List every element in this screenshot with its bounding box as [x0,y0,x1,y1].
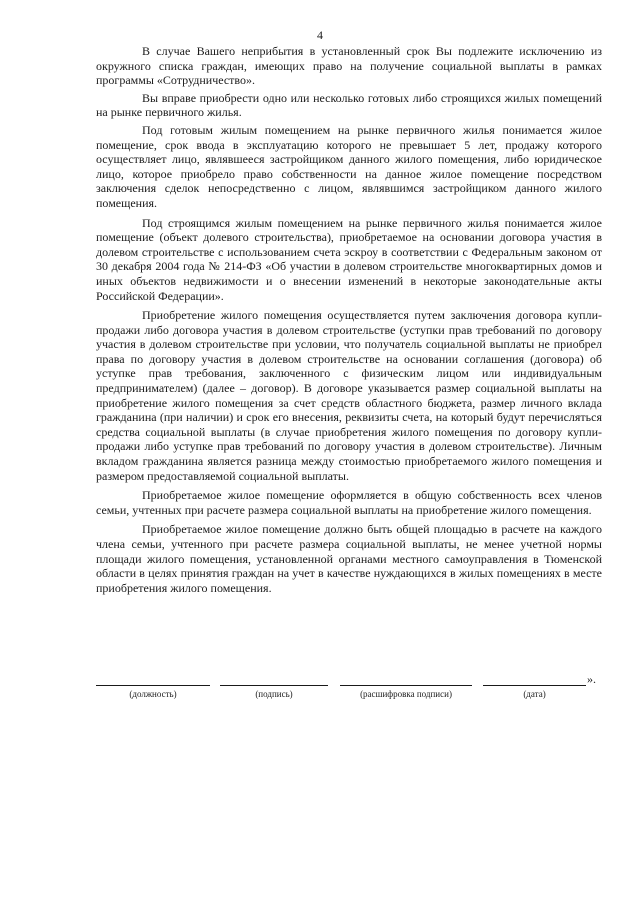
signature-caption: (подпись) [255,689,293,699]
paragraph-acquisition-contract: Приобретение жилого помещения осуществляется путем заключения договора купли-продажи либо договора участия в долевом строительстве (уступки прав требований по договору участия в долевом строительстве при условии, что получатель социальной выплаты не приобрел права по договору участия в долевом строительстве на основании соглашения (договора) об уступке прав требования, заключенного с физическим лицом или индивидуальным предпринимателем) (далее – договор). В договоре указывается размер социальной выплаты на приобретение жилого помещения за счет средств областного бюджета, размер личного вклада гражданина (при наличии) и срок его внесения, реквизиты счета, на который будут перечисляться средства социальной выплаты (в случае приобретения жилого помещения по договору купли-продажи либо уступке прав требований по договору участия в долевом строительстве). Личным вкладом гражданина является разница между стоимостью приобретаемого жилого помещения и размером предоставляемой социальной выплаты. [96,308,602,483]
paragraph-right-to-buy: Вы вправе приобрести одно или несколько готовых либо строящихся жилых помещений на рынке первичного жилья. [96,90,602,120]
signature-field [220,674,328,704]
document-body [96,44,602,600]
closing-quote-mark: ». [587,672,596,686]
paragraph-non-arrival: В случае Вашего неприбытия в установленный срок Вы подлежите исключению из окружного списка граждан, имеющих право на получение социальной выплаты в рамках программы «Сотрудничество». [96,44,602,88]
paragraph-housing-under-construction: Под строящимся жилым помещением на рынке первичного жилья понимается жилое помещение (объект долевого строительства), приобретаемое на основании договора участия в долевом строительстве с использованием счета эскроу в соответствии с Федеральным законом от 30 декабря 2004 года № 214-ФЗ «Об участии в долевом строительстве многоквартирных домов и иных объектов недвижимости и о внесении изменений в некоторые законодательные акты Российской Федерации». [96,215,602,303]
date-caption: (дата) [523,689,546,699]
position-caption: (должность) [129,689,177,699]
decoding-signature-field [340,674,472,704]
decoding-caption: (расшифровка подписи) [360,689,452,699]
position-signature-field [96,674,210,704]
date-field [483,674,586,704]
page-number: 4 [317,28,323,42]
paragraph-common-ownership: Приобретаемое жилое помещение оформляется в общую собственность всех членов семьи, учтенных при расчете размера социальной выплаты на приобретение жилого помещения. [96,488,602,517]
paragraph-ready-housing: Под готовым жилым помещением на рынке первичного жилья понимается жилое помещение, срок ввода в эксплуатацию которого не превышает 5 лет, продажу которого осуществляет лицо, являвшееся застройщиком данного жилого помещения, либо юридическое лицо, которое приобрело право собственности на данное жилое помещение посредством заключения сделок непосредственно с лицом, являвшимся застройщиком данного жилого помещения. [96,122,602,210]
paragraph-area-requirement: Приобретаемое жилое помещение должно быть общей площадью в расчете на каждого члена семьи, учтенного при расчете размера социальной выплаты, не менее учетной нормы площади жилого помещения, установленной органами местного самоуправления в Тюменской области в целях принятия граждан на учет в качестве нуждающихся в жилых помещениях в месте приобретения жилого помещения. [96,522,602,595]
